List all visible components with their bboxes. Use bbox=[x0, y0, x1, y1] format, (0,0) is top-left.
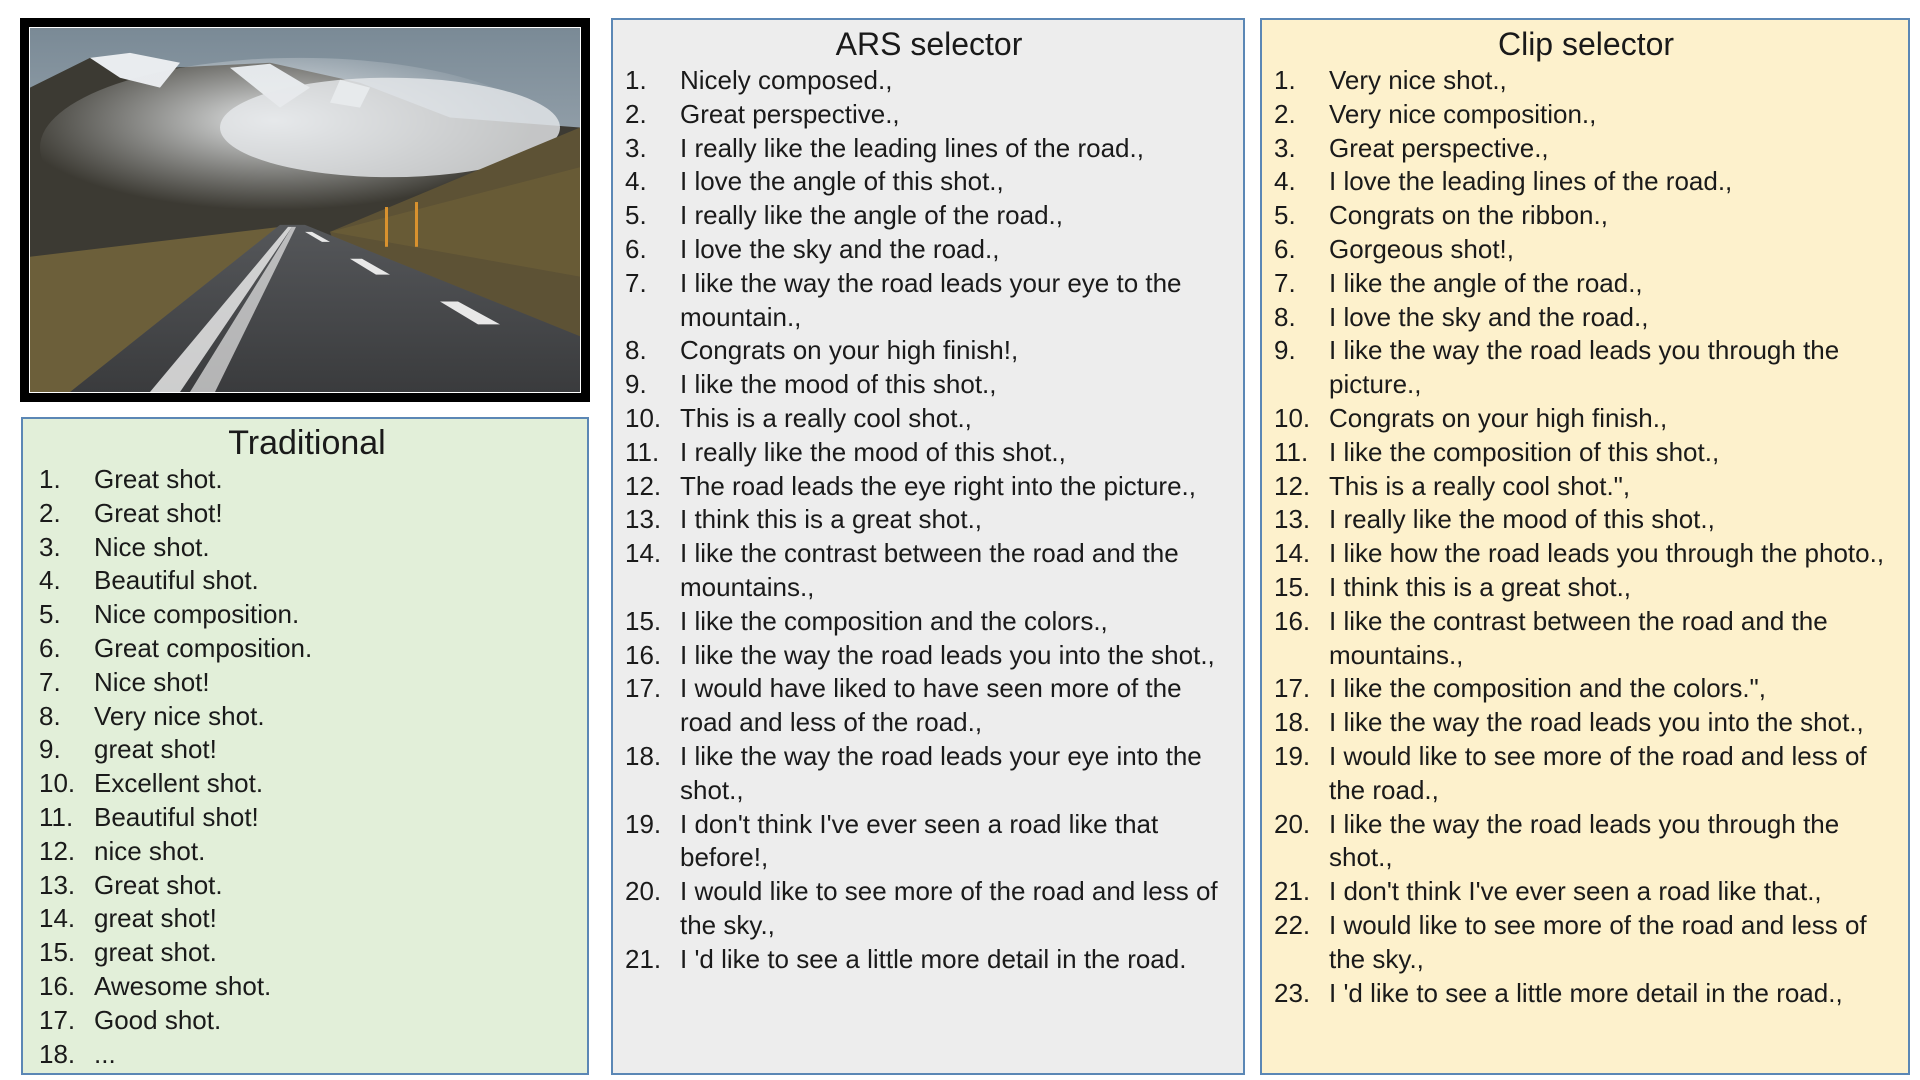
list-item bbox=[1274, 199, 1898, 233]
item-number: 9. bbox=[625, 369, 647, 400]
item-number: 15. bbox=[1274, 571, 1311, 602]
list-item bbox=[1274, 267, 1898, 301]
clip-list bbox=[1274, 64, 1898, 1010]
item-text: Great shot. bbox=[94, 869, 223, 900]
item-text: Very nice shot. bbox=[94, 700, 265, 731]
list-item bbox=[625, 334, 1233, 368]
item-number: 12. bbox=[1274, 470, 1311, 501]
item-number: 8. bbox=[625, 335, 647, 366]
item-number: 1. bbox=[1274, 65, 1296, 95]
list-item bbox=[39, 666, 575, 700]
item-number: 17. bbox=[625, 673, 662, 704]
item-number: 17. bbox=[1274, 673, 1311, 704]
item-number: 3. bbox=[625, 132, 647, 163]
list-item bbox=[625, 368, 1233, 402]
list-item bbox=[1274, 672, 1898, 706]
item-text: I like the composition of this shot., bbox=[1329, 436, 1720, 467]
list-item bbox=[1274, 571, 1898, 605]
item-number: 10. bbox=[625, 402, 662, 433]
item-text: I like the contrast between the road and the mountains., bbox=[1329, 605, 1828, 670]
item-text: Congrats on the ribbon., bbox=[1329, 200, 1608, 231]
item-text: I 'd like to see a little more detail in the road. bbox=[680, 943, 1187, 974]
item-text: Great shot! bbox=[94, 497, 223, 528]
list-item bbox=[39, 801, 575, 835]
item-number: 23. bbox=[1274, 977, 1311, 1008]
item-text: Great perspective., bbox=[1329, 132, 1549, 163]
item-text: Good shot. bbox=[94, 1004, 222, 1035]
item-text: Great composition. bbox=[94, 632, 313, 663]
item-number: 18. bbox=[625, 740, 662, 771]
item-number: 15. bbox=[625, 605, 662, 636]
list-item bbox=[39, 869, 575, 903]
item-number: 8. bbox=[1274, 301, 1296, 332]
item-number: 4. bbox=[1274, 166, 1296, 197]
list-item bbox=[39, 902, 575, 936]
item-text: I love the sky and the road., bbox=[680, 233, 1000, 264]
item-number: 9. bbox=[39, 734, 61, 765]
item-number: 14. bbox=[1274, 538, 1311, 569]
list-item bbox=[1274, 808, 1898, 876]
list-item bbox=[625, 537, 1233, 605]
item-number: 6. bbox=[39, 632, 61, 663]
item-number: 10. bbox=[39, 768, 76, 799]
list-item bbox=[1274, 909, 1898, 977]
item-number: 16. bbox=[39, 970, 76, 1001]
item-text: I really like the mood of this shot., bbox=[680, 436, 1066, 467]
item-text: great shot. bbox=[94, 937, 217, 968]
item-text: I don't think I've ever seen a road like that before!, bbox=[680, 808, 1159, 873]
panel-title: Clip selector bbox=[1497, 26, 1675, 62]
list-item bbox=[1274, 98, 1898, 132]
item-number: 13. bbox=[625, 504, 662, 535]
list-item bbox=[1274, 605, 1898, 673]
item-text: I like the mood of this shot., bbox=[680, 369, 997, 400]
item-number: 6. bbox=[625, 233, 647, 264]
item-number: 8. bbox=[39, 700, 61, 731]
item-number: 2. bbox=[625, 98, 647, 129]
list-item bbox=[1274, 233, 1898, 267]
item-number: 7. bbox=[1274, 267, 1296, 298]
list-item bbox=[625, 64, 1233, 98]
item-number: 22. bbox=[1274, 909, 1311, 940]
list-item bbox=[1274, 436, 1898, 470]
list-item bbox=[625, 672, 1233, 740]
item-text: Gorgeous shot!, bbox=[1329, 233, 1514, 264]
list-item bbox=[625, 267, 1233, 335]
list-item bbox=[39, 463, 575, 497]
photo-frame bbox=[20, 18, 590, 402]
list-item bbox=[625, 639, 1233, 673]
item-text: This is a really cool shot.", bbox=[1329, 470, 1631, 501]
item-text: I like the way the road leads you into the shot., bbox=[680, 639, 1215, 670]
list-item bbox=[1274, 706, 1898, 740]
item-number: 13. bbox=[1274, 504, 1311, 535]
list-item bbox=[39, 1038, 575, 1072]
panel-title: ARS selector bbox=[835, 26, 1023, 62]
item-text: I love the leading lines of the road., bbox=[1329, 166, 1733, 197]
item-number: 21. bbox=[625, 943, 662, 974]
item-text: Congrats on your high finish., bbox=[1329, 402, 1668, 433]
item-text: I think this is a great shot., bbox=[1329, 571, 1632, 602]
list-item bbox=[625, 470, 1233, 504]
item-text: I think this is a great shot., bbox=[680, 504, 983, 535]
list-item bbox=[1274, 64, 1898, 98]
traditional-panel bbox=[21, 417, 589, 1075]
item-number: 7. bbox=[39, 666, 61, 697]
item-number: 12. bbox=[39, 835, 76, 866]
item-text: Very nice composition., bbox=[1329, 98, 1597, 129]
list-item bbox=[1274, 740, 1898, 808]
item-text: The road leads the eye right into the picture., bbox=[680, 470, 1196, 501]
list-item bbox=[625, 503, 1233, 537]
item-number: 15. bbox=[39, 937, 76, 968]
item-text: Very nice shot., bbox=[1329, 65, 1507, 95]
panel-title: Traditional bbox=[228, 424, 386, 462]
list-item bbox=[1274, 132, 1898, 166]
list-item bbox=[1274, 402, 1898, 436]
list-item bbox=[1274, 165, 1898, 199]
traditional-list bbox=[39, 463, 575, 1071]
item-number: 7. bbox=[625, 267, 647, 298]
list-item bbox=[625, 98, 1233, 132]
item-text: Nice shot. bbox=[94, 531, 210, 562]
item-text: Beautiful shot! bbox=[94, 801, 259, 832]
list-item bbox=[625, 199, 1233, 233]
clip-selector-panel bbox=[1260, 18, 1910, 1075]
item-number: 9. bbox=[1274, 335, 1296, 366]
item-number: 4. bbox=[625, 166, 647, 197]
item-number: 2. bbox=[39, 497, 61, 528]
item-text: Great shot. bbox=[94, 464, 223, 494]
item-number: 10. bbox=[1274, 402, 1311, 433]
item-text: Great perspective., bbox=[680, 98, 900, 129]
item-number: 1. bbox=[39, 464, 61, 494]
item-number: 16. bbox=[625, 639, 662, 670]
list-item bbox=[39, 1004, 575, 1038]
item-number: 20. bbox=[625, 876, 662, 907]
list-item bbox=[1274, 977, 1898, 1011]
item-number: 5. bbox=[1274, 200, 1296, 231]
item-text: I like the way the road leads your eye to the mountain., bbox=[680, 267, 1182, 332]
item-text: I like how the road leads you through the photo., bbox=[1329, 538, 1885, 569]
item-text: Nice composition. bbox=[94, 599, 300, 630]
item-number: 18. bbox=[39, 1038, 76, 1069]
item-number: 14. bbox=[39, 903, 76, 934]
item-text: I really like the mood of this shot., bbox=[1329, 504, 1715, 535]
item-text: great shot! bbox=[94, 734, 217, 765]
item-number: 11. bbox=[39, 801, 74, 832]
item-number: 19. bbox=[1274, 740, 1311, 771]
list-item bbox=[39, 767, 575, 801]
item-number: 2. bbox=[1274, 98, 1296, 129]
ars-list bbox=[625, 64, 1233, 977]
list-item bbox=[625, 740, 1233, 808]
item-text: Nicely composed., bbox=[680, 65, 893, 95]
item-number: 11. bbox=[625, 436, 660, 467]
item-text: I really like the leading lines of the road., bbox=[680, 132, 1144, 163]
list-item bbox=[625, 233, 1233, 267]
item-number: 5. bbox=[39, 599, 61, 630]
list-item bbox=[1274, 470, 1898, 504]
item-number: 20. bbox=[1274, 808, 1311, 839]
list-item bbox=[625, 402, 1233, 436]
list-item bbox=[625, 605, 1233, 639]
item-text: I like the composition and the colors., bbox=[680, 605, 1108, 636]
item-number: 13. bbox=[39, 869, 76, 900]
item-text: Congrats on your high finish!, bbox=[680, 335, 1019, 366]
list-item bbox=[39, 733, 575, 767]
item-number: 6. bbox=[1274, 233, 1296, 264]
item-text: I don't think I've ever seen a road like that., bbox=[1329, 876, 1822, 907]
item-number: 21. bbox=[1274, 876, 1311, 907]
item-number: 3. bbox=[39, 531, 61, 562]
ars-selector-panel bbox=[611, 18, 1245, 1075]
item-text: I like the way the road leads your eye into the shot., bbox=[680, 740, 1202, 805]
item-text: nice shot. bbox=[94, 835, 206, 866]
item-number: 19. bbox=[625, 808, 662, 839]
item-number: 12. bbox=[625, 470, 662, 501]
list-item bbox=[625, 875, 1233, 943]
item-text: This is a really cool shot., bbox=[680, 402, 972, 433]
item-text: great shot! bbox=[94, 903, 217, 934]
list-item bbox=[39, 531, 575, 565]
item-text: I really like the angle of the road., bbox=[680, 200, 1064, 231]
item-text: I like the contrast between the road and the mountains., bbox=[680, 538, 1179, 602]
item-text: I like the way the road leads you into the shot., bbox=[1329, 707, 1864, 738]
list-item bbox=[1274, 334, 1898, 402]
list-item bbox=[39, 564, 575, 598]
item-text: I love the angle of this shot., bbox=[680, 166, 1004, 197]
item-text: Excellent shot. bbox=[94, 768, 264, 799]
list-item bbox=[625, 436, 1233, 470]
road-photo bbox=[29, 27, 581, 393]
list-item bbox=[1274, 301, 1898, 335]
item-text: I like the way the road leads you through the picture., bbox=[1329, 335, 1840, 400]
item-number: 3. bbox=[1274, 132, 1296, 163]
item-text: I love the sky and the road., bbox=[1329, 301, 1649, 332]
item-text: Awesome shot. bbox=[94, 970, 272, 1001]
list-item bbox=[625, 165, 1233, 199]
item-text: I like the angle of the road., bbox=[1329, 267, 1643, 298]
list-item bbox=[625, 808, 1233, 876]
item-number: 4. bbox=[39, 565, 61, 596]
item-text: I would like to see more of the road and less of the sky., bbox=[680, 876, 1218, 940]
list-item bbox=[39, 497, 575, 531]
item-text: I 'd like to see a little more detail in the road., bbox=[1329, 977, 1843, 1008]
item-text: I like the way the road leads you through the shot., bbox=[1329, 808, 1840, 873]
list-item bbox=[1274, 537, 1898, 571]
list-item bbox=[1274, 875, 1898, 909]
item-number: 14. bbox=[625, 538, 662, 569]
list-item bbox=[625, 132, 1233, 166]
list-item bbox=[39, 936, 575, 970]
list-item bbox=[39, 700, 575, 734]
list-item bbox=[625, 943, 1233, 977]
item-number: 5. bbox=[625, 200, 647, 231]
list-item bbox=[39, 835, 575, 869]
item-text: ... bbox=[94, 1038, 116, 1069]
item-text: I would like to see more of the road and less of the road., bbox=[1329, 740, 1867, 805]
item-text: I like the composition and the colors.", bbox=[1329, 673, 1767, 704]
item-number: 17. bbox=[39, 1004, 76, 1035]
item-text: Nice shot! bbox=[94, 666, 210, 697]
list-item bbox=[39, 598, 575, 632]
list-item bbox=[39, 632, 575, 666]
item-number: 1. bbox=[625, 65, 647, 95]
item-text: I would have liked to have seen more of the road and less of the road., bbox=[680, 673, 1182, 738]
list-item bbox=[39, 970, 575, 1004]
item-text: I would like to see more of the road and less of the sky., bbox=[1329, 909, 1867, 974]
item-number: 16. bbox=[1274, 605, 1311, 636]
list-item bbox=[1274, 503, 1898, 537]
item-number: 11. bbox=[1274, 436, 1309, 467]
item-number: 18. bbox=[1274, 707, 1311, 738]
item-text: Beautiful shot. bbox=[94, 565, 259, 596]
